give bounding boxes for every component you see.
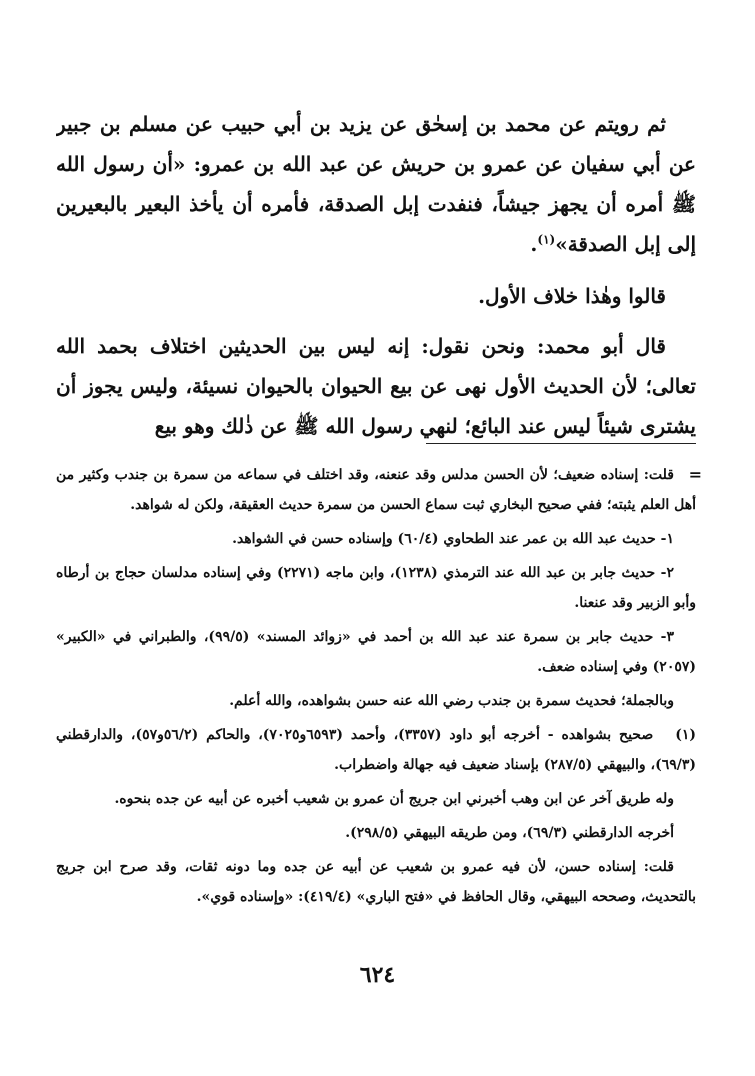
- witness-1: ١- حديث عبد الله بن عمر عند الطحاوي (٦٠/٤) وإسناده حسن في الشواهد.: [232, 531, 674, 547]
- footnote-1-verdict: قلت: إسناده حسن، لأن فيه عمرو بن شعيب عن أبيه عن جده وما دونه ثقات، وقد صرح ابن جريج بالتحديث، وصححه البيهقي، وقال الحافظ في «فتح الباري» (٤١٩/٤): «وإسناده قوي».: [56, 859, 696, 905]
- page-number: ٦٢٤: [359, 962, 396, 988]
- main-paragraph-2: قالوا وهٰذا خلاف الأول.: [478, 284, 666, 308]
- footnote-continuation-text: قلت: إسناده ضعيف؛ لأن الحسن مدلس وقد عنعنه، وقد اختلف في سماعه من سمرة بن جندب وكثير من أهل العلم يثبته؛ ففي صحيح البخاري ثبت سماع الحسن من سمرة حديث العقيقة، ولكن له شواهد.: [56, 467, 696, 513]
- witness-2: ٢- حديث جابر بن عبد الله عند الترمذي (١٢٣٨)، وابن ماجه (٢٢٧١) وفي إسناده مدلسان حجاج بن أرطاه وأبو الزبير وقد عنعنا.: [56, 565, 696, 611]
- footnote-1-other-route: وله طريق آخر عن ابن وهب أخبرني ابن جريج أن عمرو بن شعيب أخبره عن أبيه عن جده بنحوه.: [114, 791, 674, 807]
- footnotes: [56, 460, 702, 916]
- footnote-separator: [426, 443, 696, 444]
- main-text: [56, 104, 696, 446]
- footnote-ref-1: (١): [537, 232, 556, 247]
- witness-3: ٣- حديث جابر بن سمرة عند عبد الله بن أحمد في «زوائد المسند» (٩٩/٥)، والطبراني في «الكبير» (٢٠٥٧) وفي إسناده ضعف.: [56, 629, 696, 675]
- footnote-continuation: [56, 460, 702, 520]
- continuation-mark: =: [688, 465, 702, 484]
- footnote-1-number: (١): [675, 727, 697, 743]
- footnote-1-source: أخرجه الدارقطني (٦٩/٣)، ومن طريقه البيهقي (٢٩٨/٥).: [345, 825, 674, 841]
- footnote-1: [56, 720, 696, 780]
- main-paragraph-3: قال أبو محمد: ونحن نقول: إنه ليس بين الحديثين اختلاف بحمد الله تعالى؛ لأن الحديث الأول نهى عن بيع الحيوان بالحيوان نسيئة، وليس يجوز أن يشترى شيئاً ليس عند البائع؛ لنهي رسول الله ﷺ عن ذٰلك وهو بيع: [56, 334, 696, 438]
- footnote-1-text: صحيح بشواهده - أخرجه أبو داود (٣٣٥٧)، وأحمد (٦٥٩٣و٧٠٢٥)، والحاكم (٥٦/٢و٥٧)، والدارقطني (٦٩/٣)، والبيهقي (٢٨٧/٥) بإسناد ضعيف فيه جهالة واضطراب.: [56, 727, 696, 773]
- main-paragraph-1: [56, 104, 696, 264]
- main-paragraph-1-text: ثم رويتم عن محمد بن إسحٰق عن يزيد بن أبي حبيب عن مسلم بن جبير عن أبي سفيان عن عمرو بن حريش عن عبد الله بن عمرو: «أن رسول الله ﷺ أمره أن يجهز جيشاً، فنفدت إبل الصدقة، فأمره أن يأخذ البعير بالبعيرين إلى إبل الصدقة»: [56, 112, 696, 256]
- main-paragraph-1-end: .: [530, 232, 538, 256]
- footnote-summary: وبالجملة؛ فحديث سمرة بن جندب رضي الله عنه حسن بشواهده، والله أعلم.: [229, 693, 674, 709]
